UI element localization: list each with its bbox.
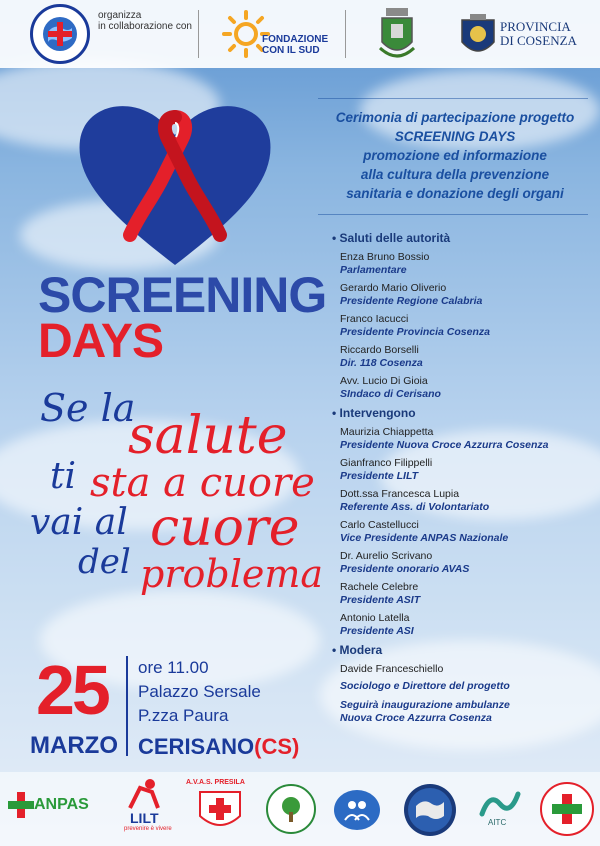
intro-line: alla cultura della prevenzione: [360, 167, 550, 182]
speaker-role: Presidente Regione Calabria: [340, 295, 483, 307]
list-item: [340, 612, 590, 638]
section-saluti-title: • Saluti delle autorità: [332, 231, 451, 245]
provincia-text: [500, 20, 577, 48]
program-list: [332, 231, 590, 725]
speaker-role: Parlamentare: [340, 264, 407, 276]
speaker-role: Presidente ASI: [340, 625, 414, 637]
speaker-role: Presidente onorario AVAS: [340, 563, 470, 575]
lilt-logo: [110, 778, 180, 838]
speaker-name: Avv. Lucio Di Gioia: [340, 375, 428, 387]
provincia-line2: DI COSENZA: [500, 33, 577, 48]
speaker-name: Franco Iacucci: [340, 313, 409, 325]
asi-logo: [404, 784, 456, 836]
earth-icon: [406, 786, 454, 834]
speaker-role: Presidente ASIT: [340, 594, 421, 606]
event-month: MARZO: [30, 732, 118, 759]
speaker-name: Dott.ssa Francesca Lupia: [340, 488, 460, 500]
list-item: [340, 375, 590, 401]
speaker-name: Gianfranco Filippelli: [340, 457, 433, 469]
org-text: [98, 10, 192, 32]
speaker-role: Referente Ass. di Volontariato: [340, 501, 490, 513]
speaker-name: Riccardo Borselli: [340, 344, 419, 356]
org-text-line2: in collaborazione con: [98, 21, 192, 32]
list-item: [340, 313, 590, 339]
volunteer-association-logo: [334, 790, 380, 830]
slogan-vai-al: vai al: [30, 502, 128, 543]
aitc-logo: [470, 788, 530, 834]
list-item: [340, 488, 590, 514]
list-item: [340, 282, 590, 308]
fondazione-logo: [222, 6, 332, 62]
intro-line: Cerimonia di partecipazione progetto: [335, 110, 575, 125]
speaker-name: Dr. Aurelio Scrivano: [340, 550, 433, 562]
fondazione-line1: FONDAZIONE: [262, 34, 329, 45]
slogan-cuore: cuore: [150, 498, 300, 558]
closing-line2: Nuova Croce Azzurra Cosenza: [340, 712, 492, 724]
lilt-figure-icon: [122, 778, 166, 810]
cross-icon: [550, 792, 584, 826]
lilt-subtext: prevenire è vivere: [124, 826, 172, 832]
slogan-se-la: Se la: [40, 386, 136, 430]
globe-icon: [40, 14, 80, 54]
event-location: [138, 734, 299, 760]
event-venue: Palazzo Sersale: [138, 682, 261, 701]
section-interventi-title: • Intervengono: [332, 406, 416, 420]
fondazione-line2: CON IL SUD: [262, 45, 320, 56]
speaker-name: Antonio Latella: [340, 612, 410, 624]
provincia-line1: PROVINCIA: [500, 19, 571, 34]
list-item: [340, 663, 590, 693]
event-day: 25: [36, 651, 108, 729]
title-screening: SCREENING: [38, 267, 327, 323]
people-icon: [343, 798, 371, 822]
list-item: [340, 519, 590, 545]
slogan-sta-a-cuore: sta a cuore: [90, 460, 315, 506]
fondazione-text: [262, 34, 328, 56]
divider: [198, 10, 199, 58]
cerisano-coat-of-arms-icon: [378, 8, 416, 64]
association-logo: [266, 784, 316, 834]
moderator-role: Sociologo e Direttore del progetto: [340, 680, 510, 692]
anpas-logo: [8, 786, 89, 832]
speaker-role: Presidente LILT: [340, 470, 418, 482]
event-square: P.zza Paura: [138, 706, 229, 725]
intro-block: [330, 108, 580, 203]
list-item: [340, 550, 590, 576]
list-item: [340, 581, 590, 607]
speaker-role: Dir. 118 Cosenza: [340, 357, 423, 369]
anpas-cross-icon: [8, 792, 34, 818]
divider: [345, 10, 346, 58]
avas-text: A.V.A.S. PRESILA: [186, 779, 245, 786]
intro-top-rule: [318, 98, 588, 99]
heart-ribbon-logo: [70, 95, 280, 270]
moderator-name: Davide Franceschiello: [340, 663, 444, 675]
provincia-coat-of-arms-icon: [458, 14, 498, 60]
event-town: CERISANO: [138, 734, 255, 759]
list-item: [340, 251, 590, 277]
slogan-ti: ti: [50, 456, 76, 497]
event-province: (CS): [254, 734, 300, 759]
lilt-text: LILT: [130, 810, 159, 826]
nuova-croce-azzurra-logo: [30, 4, 90, 64]
aitc-text: AITC: [488, 818, 507, 827]
speaker-name: Rachele Celebre: [340, 581, 419, 593]
title-days: DAYS: [38, 315, 163, 368]
slogan-problema: problema: [140, 552, 324, 596]
speaker-name: Carlo Castellucci: [340, 519, 419, 531]
speaker-role: SIndaco di Cerisano: [340, 388, 441, 400]
list-item: [340, 344, 590, 370]
slogan-del: del: [78, 542, 131, 582]
list-item: [340, 426, 590, 452]
speaker-name: Gerardo Mario Oliverio: [340, 282, 447, 294]
slogan-salute: salute: [128, 406, 288, 466]
tree-icon: [276, 794, 306, 824]
event-time: ore 11.00: [138, 658, 209, 677]
intro-line: promozione ed informazione: [363, 148, 547, 163]
aitc-mark-icon: [478, 788, 522, 818]
speaker-name: Enza Bruno Bossio: [340, 251, 430, 263]
intro-bottom-rule: [318, 214, 588, 215]
croce-azzurra-footer-logo: [540, 782, 594, 836]
speaker-role: Presidente Provincia Cosenza: [340, 326, 490, 338]
date-divider: [126, 656, 128, 756]
intro-line: sanitaria e donazione degli organi: [346, 186, 564, 201]
org-text-line1: organizza: [98, 10, 142, 21]
list-item: [340, 457, 590, 483]
closing-line1: Seguirà inaugurazione ambulanze: [340, 699, 510, 711]
section-modera-title: • Modera: [332, 643, 383, 657]
anpas-text: ANPAS: [34, 796, 89, 813]
speaker-role: Vice Presidente ANPAS Nazionale: [340, 532, 509, 544]
intro-line: SCREENING DAYS: [394, 129, 516, 144]
avas-shield-icon: [192, 784, 248, 836]
speaker-name: Maurizia Chiappetta: [340, 426, 434, 438]
avas-logo: [190, 782, 250, 838]
speaker-role: Presidente Nuova Croce Azzurra Cosenza: [340, 439, 549, 451]
